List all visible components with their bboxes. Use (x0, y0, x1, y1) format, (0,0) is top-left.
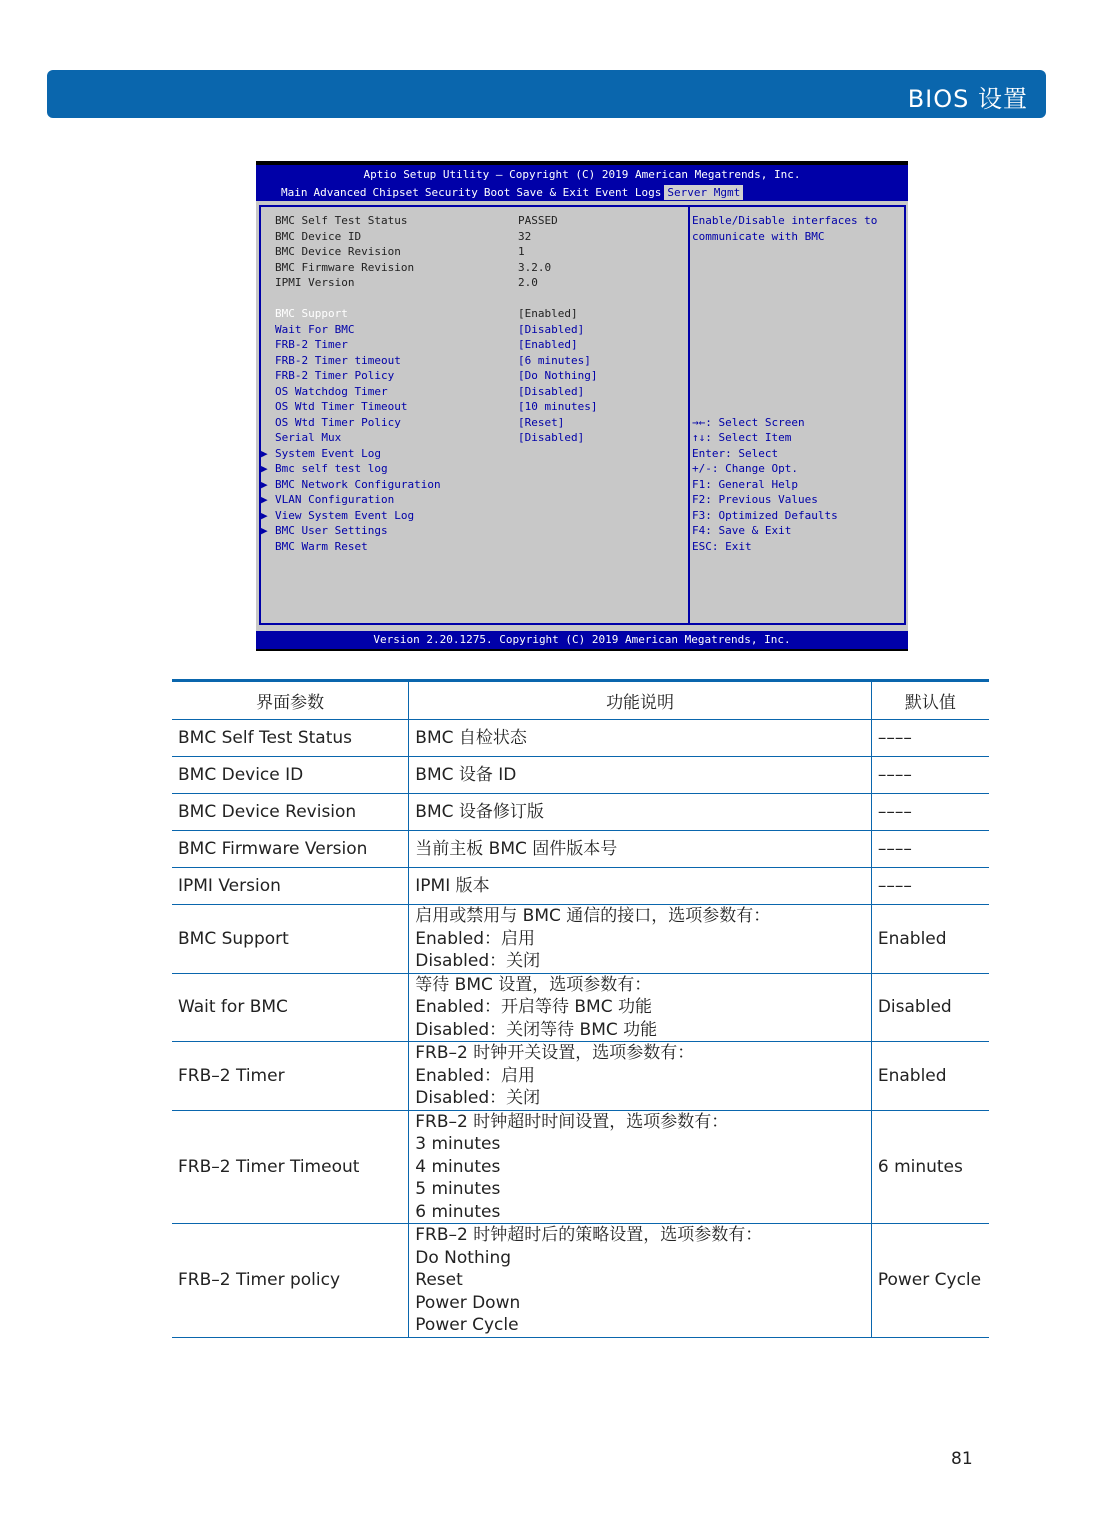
bios-key-hint: ESC: Exit (692, 539, 752, 553)
desc-cell (409, 868, 872, 905)
bios-screenshot (256, 161, 908, 651)
desc-cell (409, 831, 872, 868)
default-cell: –––– (871, 757, 989, 794)
header-default: 默认值 (871, 681, 989, 720)
bios-row-value: PASSED (518, 214, 558, 227)
bios-row-label: FRB-2 Timer (275, 338, 348, 351)
bios-title-bar (256, 165, 908, 201)
bios-row-label: VLAN Configuration (275, 493, 395, 506)
param-cell: BMC Device Revision (172, 794, 409, 831)
desc-line: Reset (415, 1270, 463, 1290)
bios-row-value: 32 (518, 229, 532, 243)
default-cell: –––– (871, 831, 989, 868)
bios-key-hint: Enter: Select (692, 446, 779, 460)
bios-key-hint: →←: Select Screen (692, 415, 805, 429)
param-cell: IPMI Version (172, 868, 409, 905)
bios-row-label: IPMI Version (275, 276, 355, 289)
default-cell: Enabled (871, 905, 989, 974)
bios-row-value: 1 (518, 245, 525, 258)
bios-row-label: FRB-2 Timer Policy (275, 369, 395, 382)
param-cell: BMC Support (172, 905, 409, 974)
bios-tab[interactable]: Main (281, 186, 308, 199)
bios-row-label: BMC Device ID (275, 229, 362, 243)
desc-line: Disabled：关闭 (415, 1088, 541, 1108)
desc-cell (409, 905, 872, 974)
bios-row-value: [Enabled] (518, 307, 578, 320)
desc-line: 6 minutes (415, 1201, 501, 1222)
desc-line: Enabled：启用 (415, 928, 535, 949)
table-row (172, 868, 989, 905)
bios-row-value: [10 minutes] (518, 400, 598, 413)
desc-line: 等待 BMC 设置，选项参数有： (415, 974, 652, 995)
desc-line: Disabled：关闭 (415, 951, 541, 971)
bios-tab[interactable]: Chipset (372, 186, 419, 199)
table-row (172, 757, 989, 794)
bios-title: Aptio Setup Utility – Copyright (C) 2019 American Megatrends, Inc. (363, 168, 801, 181)
desc-cell (409, 1110, 872, 1224)
bios-tab[interactable]: Security (424, 186, 478, 199)
bios-row-value: [Disabled] (518, 322, 585, 336)
bios-row-label: System Event Log (275, 446, 381, 460)
bios-row-label: Serial Mux (275, 431, 342, 444)
default-cell: Disabled (871, 973, 989, 1042)
table-row (172, 973, 989, 1042)
desc-line: Do Nothing (415, 1247, 512, 1268)
bios-tab[interactable]: Advanced (313, 186, 367, 199)
desc-line: Enabled：开启等待 BMC 功能 (415, 997, 652, 1017)
bios-tab[interactable]: Save & Exit (516, 186, 590, 199)
bios-key-hint: F2: Previous Values (692, 493, 818, 506)
default-cell: Enabled (871, 1042, 989, 1111)
default-cell: –––– (871, 794, 989, 831)
table-row (172, 1110, 989, 1224)
desc-line: IPMI 版本 (415, 875, 490, 896)
desc-line: Disabled：关闭等待 BMC 功能 (415, 1019, 658, 1040)
param-cell: BMC Firmware Version (172, 831, 409, 868)
bios-key-hint: F1: General Help (692, 477, 798, 491)
bios-row-value: 2.0 (518, 276, 538, 289)
desc-line: BMC 设备 ID (415, 764, 517, 785)
desc-cell (409, 757, 872, 794)
submenu-arrow-icon: ▶ (261, 477, 268, 491)
bios-row-value: [Disabled] (518, 384, 585, 398)
default-cell: –––– (871, 868, 989, 905)
desc-line: 4 minutes (415, 1156, 501, 1177)
page-number: 81 (951, 1449, 973, 1469)
table-row (172, 1224, 989, 1338)
table-row (172, 720, 989, 757)
desc-cell (409, 1224, 872, 1338)
parameter-table (172, 679, 989, 1338)
param-cell: BMC Self Test Status (172, 720, 409, 757)
param-cell: FRB–2 Timer policy (172, 1224, 409, 1338)
header-bar (47, 70, 1046, 118)
desc-line: BMC 设备修订版 (415, 801, 544, 822)
bios-tab[interactable]: Server Mgmt (664, 185, 743, 200)
submenu-arrow-icon: ▶ (261, 508, 268, 522)
bios-row-value: [Do Nothing] (518, 369, 598, 382)
bios-help-text: Enable/Disable interfaces to (692, 214, 878, 227)
bios-row-label: FRB-2 Timer timeout (275, 353, 401, 367)
bios-row-label: BMC Warm Reset (275, 539, 368, 553)
bios-row-value: 3.2.0 (518, 260, 552, 274)
bios-key-hint: F3: Optimized Defaults (692, 508, 838, 522)
desc-line: BMC 自检状态 (415, 727, 527, 748)
bios-row-label: OS Watchdog Timer (275, 384, 388, 398)
bios-key-hint: ↑↓: Select Item (692, 431, 792, 444)
desc-line: Power Down (415, 1292, 521, 1313)
default-cell: Power Cycle (871, 1224, 989, 1338)
desc-line: 5 minutes (415, 1179, 501, 1199)
bios-footer-bar (256, 631, 908, 649)
bios-row-label: BMC Network Configuration (275, 477, 441, 491)
bios-key-hint: F4: Save & Exit (692, 524, 792, 537)
submenu-arrow-icon: ▶ (261, 446, 268, 460)
header-desc: 功能说明 (409, 681, 872, 720)
param-cell: FRB–2 Timer (172, 1042, 409, 1111)
bios-row-label: View System Event Log (275, 508, 415, 522)
bios-row-value: [Reset] (518, 415, 565, 429)
desc-cell (409, 1042, 872, 1111)
bios-row-label: OS Wtd Timer Timeout (275, 400, 408, 413)
table-row (172, 794, 989, 831)
desc-line: FRB–2 时钟开关设置，选项参数有： (415, 1043, 695, 1063)
desc-line: 启用或禁用与 BMC 通信的接口，选项参数有： (415, 906, 771, 926)
bios-key-hint: +/-: Change Opt. (692, 462, 798, 475)
bios-row-label: Bmc self test log (275, 462, 388, 475)
param-cell: FRB–2 Timer Timeout (172, 1110, 409, 1224)
submenu-arrow-icon: ▶ (261, 493, 268, 506)
desc-cell (409, 794, 872, 831)
default-cell: –––– (871, 720, 989, 757)
desc-line: Power Cycle (415, 1315, 519, 1335)
bios-row-value: [Disabled] (518, 431, 585, 444)
table-header-row (172, 681, 989, 720)
header-param: 界面参数 (172, 681, 409, 720)
bios-row-value: [Enabled] (518, 338, 578, 351)
desc-line: 3 minutes (415, 1134, 501, 1154)
param-cell: Wait for BMC (172, 973, 409, 1042)
bios-row-label: BMC User Settings (275, 524, 388, 537)
submenu-arrow-icon: ▶ (261, 524, 268, 537)
default-cell: 6 minutes (871, 1110, 989, 1224)
bios-tab[interactable]: Boot (483, 186, 511, 199)
desc-line: FRB–2 时钟超时时间设置，选项参数有： (415, 1111, 729, 1132)
bios-row-label: BMC Firmware Revision (275, 260, 415, 274)
desc-cell (409, 720, 872, 757)
bios-tab[interactable]: Event Logs (595, 186, 662, 199)
table-row (172, 831, 989, 868)
bios-row-label: BMC Self Test Status (275, 214, 408, 227)
param-cell: BMC Device ID (172, 757, 409, 794)
bios-version: Version 2.20.1275. Copyright (C) 2019 American Megatrends, Inc. (373, 633, 791, 646)
bios-main-panel (256, 201, 908, 631)
desc-cell (409, 973, 872, 1042)
page-section-title: BIOS 设置 (907, 85, 1028, 113)
bios-row-label: OS Wtd Timer Policy (275, 415, 401, 429)
bios-help-text: communicate with BMC (692, 229, 825, 243)
table-row (172, 1042, 989, 1111)
bios-row-value: [6 minutes] (518, 353, 591, 367)
desc-line: Enabled：启用 (415, 1065, 535, 1086)
submenu-arrow-icon: ▶ (261, 462, 268, 475)
bios-row-label: Wait For BMC (275, 322, 355, 336)
bios-row-label: BMC Device Revision (275, 245, 401, 258)
desc-line: 当前主板 BMC 固件版本号 (415, 838, 618, 859)
desc-line: FRB–2 时钟超时后的策略设置，选项参数有： (415, 1225, 763, 1245)
bios-menu-bar (278, 185, 743, 200)
table-row (172, 905, 989, 974)
bios-row-label: BMC Support (275, 307, 348, 320)
